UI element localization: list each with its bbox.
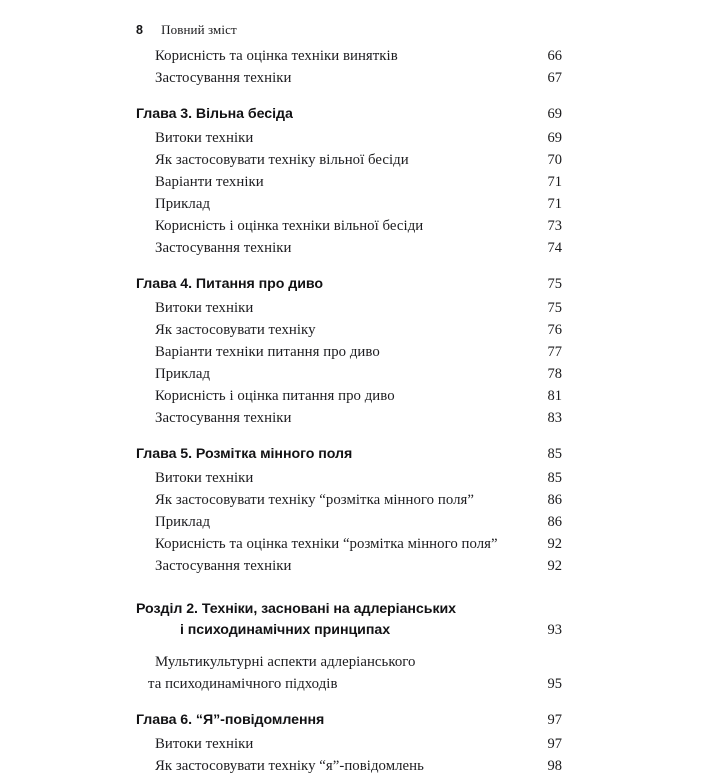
toc-page-number: 85 [547, 470, 562, 486]
toc-entry[interactable] [155, 67, 562, 89]
toc-entry[interactable] [155, 237, 562, 259]
toc-page-number: 78 [547, 366, 562, 382]
toc-page-number: 70 [547, 152, 562, 168]
toc-entry-label: Корисність і оцінка питання про диво [155, 388, 395, 404]
toc-entry[interactable] [155, 127, 562, 149]
toc-entry-label: Витоки техніки [155, 300, 254, 316]
toc-entry-label: Як застосовувати техніку “я”-повідомлень [155, 758, 424, 774]
toc-entry-label: Застосування техніки [155, 410, 292, 426]
toc-page-number: 81 [547, 388, 562, 404]
toc-entry-label-line2: та психодинамічного підходів [148, 676, 338, 692]
toc-page-number: 97 [547, 736, 562, 752]
toc-entry-label: Корисність та оцінка техніки винятків [155, 48, 398, 64]
toc-page-number: 66 [547, 48, 562, 64]
toc-chapter-heading[interactable] [136, 103, 562, 125]
toc-page-number: 74 [547, 240, 562, 256]
toc-page-number: 69 [547, 130, 562, 146]
toc-entry[interactable] [155, 533, 562, 555]
toc-page-number: 71 [547, 174, 562, 190]
toc-page-number: 92 [547, 536, 562, 552]
toc-part-label [136, 599, 466, 641]
toc-chapter-heading[interactable] [136, 273, 562, 295]
toc-page-number: 93 [547, 622, 562, 638]
toc-entry[interactable] [155, 149, 562, 171]
toc-page-number: 75 [547, 276, 562, 292]
toc-chapter-label: Глава 3. Вільна бесіда [136, 106, 293, 122]
toc-page-number: 86 [547, 492, 562, 508]
toc-entry[interactable] [155, 555, 562, 577]
toc-page-number: 76 [547, 322, 562, 338]
toc-page-number: 69 [547, 106, 562, 122]
toc-entry-label: Варіанти техніки питання про диво [155, 344, 380, 360]
toc-page-number: 75 [547, 300, 562, 316]
toc-part-heading[interactable] [136, 599, 562, 641]
toc-page-number: 71 [547, 196, 562, 212]
table-of-contents [136, 45, 562, 777]
toc-entry[interactable] [155, 341, 562, 363]
toc-entry[interactable] [155, 467, 562, 489]
toc-entry-label: Як застосовувати техніку вільної бесіди [155, 152, 409, 168]
toc-page-number: 77 [547, 344, 562, 360]
toc-chapter-label: Глава 5. Розмітка мінного поля [136, 446, 353, 462]
toc-entry-label: Приклад [155, 366, 211, 382]
page-folio: 8 [136, 23, 144, 37]
toc-chapter-heading[interactable] [136, 709, 562, 731]
toc-part-label-line1: Розділ 2. Техніки, засновані на адлеріанських [136, 601, 457, 617]
toc-entry[interactable] [155, 363, 562, 385]
toc-entry[interactable] [155, 385, 562, 407]
toc-part-label-line2: і психодинамічних принципах [180, 622, 391, 638]
toc-entry-label: Корисність і оцінка техніки вільної бесіди [155, 218, 424, 234]
toc-entry-label: Застосування техніки [155, 70, 292, 86]
toc-entry-label: Витоки техніки [155, 470, 254, 486]
toc-entry-label: Приклад [155, 514, 211, 530]
toc-entry[interactable] [155, 171, 562, 193]
toc-entry[interactable] [155, 733, 562, 755]
toc-entry[interactable] [155, 45, 562, 67]
toc-chapter-label: Глава 6. “Я”-повідомлення [136, 712, 325, 728]
toc-entry[interactable] [155, 297, 562, 319]
running-head-title: Повний зміст [161, 22, 237, 37]
toc-page-number: 83 [547, 410, 562, 426]
toc-entry-label: Застосування техніки [155, 558, 292, 574]
running-head [136, 22, 237, 38]
toc-entry-label: Витоки техніки [155, 736, 254, 752]
toc-entry-label: Застосування техніки [155, 240, 292, 256]
toc-entry-label [148, 651, 425, 695]
toc-entry-label: Витоки техніки [155, 130, 254, 146]
toc-entry[interactable] [155, 319, 562, 341]
toc-page-number: 97 [547, 712, 562, 728]
toc-page-number: 85 [547, 446, 562, 462]
toc-entry-label: Як застосовувати техніку [155, 322, 316, 338]
toc-chapter-label: Глава 4. Питання про диво [136, 276, 324, 292]
toc-page-number: 98 [547, 758, 562, 774]
toc-entry[interactable] [155, 511, 562, 533]
toc-entry-label: Корисність та оцінка техніки “розмітка мінного поля” [155, 536, 498, 552]
toc-entry[interactable] [155, 407, 562, 429]
toc-page-number: 95 [547, 676, 562, 692]
toc-entry[interactable] [155, 755, 562, 777]
toc-entry[interactable] [155, 215, 562, 237]
toc-entry[interactable] [155, 193, 562, 215]
toc-page-number: 73 [547, 218, 562, 234]
toc-entry-label: Як застосовувати техніку “розмітка мінного поля” [155, 492, 474, 508]
toc-chapter-heading[interactable] [136, 443, 562, 465]
toc-entry[interactable] [155, 489, 562, 511]
toc-entry-label-line1: Мультикультурні аспекти адлеріанського [155, 654, 416, 670]
toc-entry-label: Варіанти техніки [155, 174, 264, 190]
toc-page-number: 86 [547, 514, 562, 530]
toc-entry-label: Приклад [155, 196, 211, 212]
toc-page-number: 92 [547, 558, 562, 574]
toc-page-number: 67 [547, 70, 562, 86]
toc-entry[interactable] [148, 651, 562, 695]
